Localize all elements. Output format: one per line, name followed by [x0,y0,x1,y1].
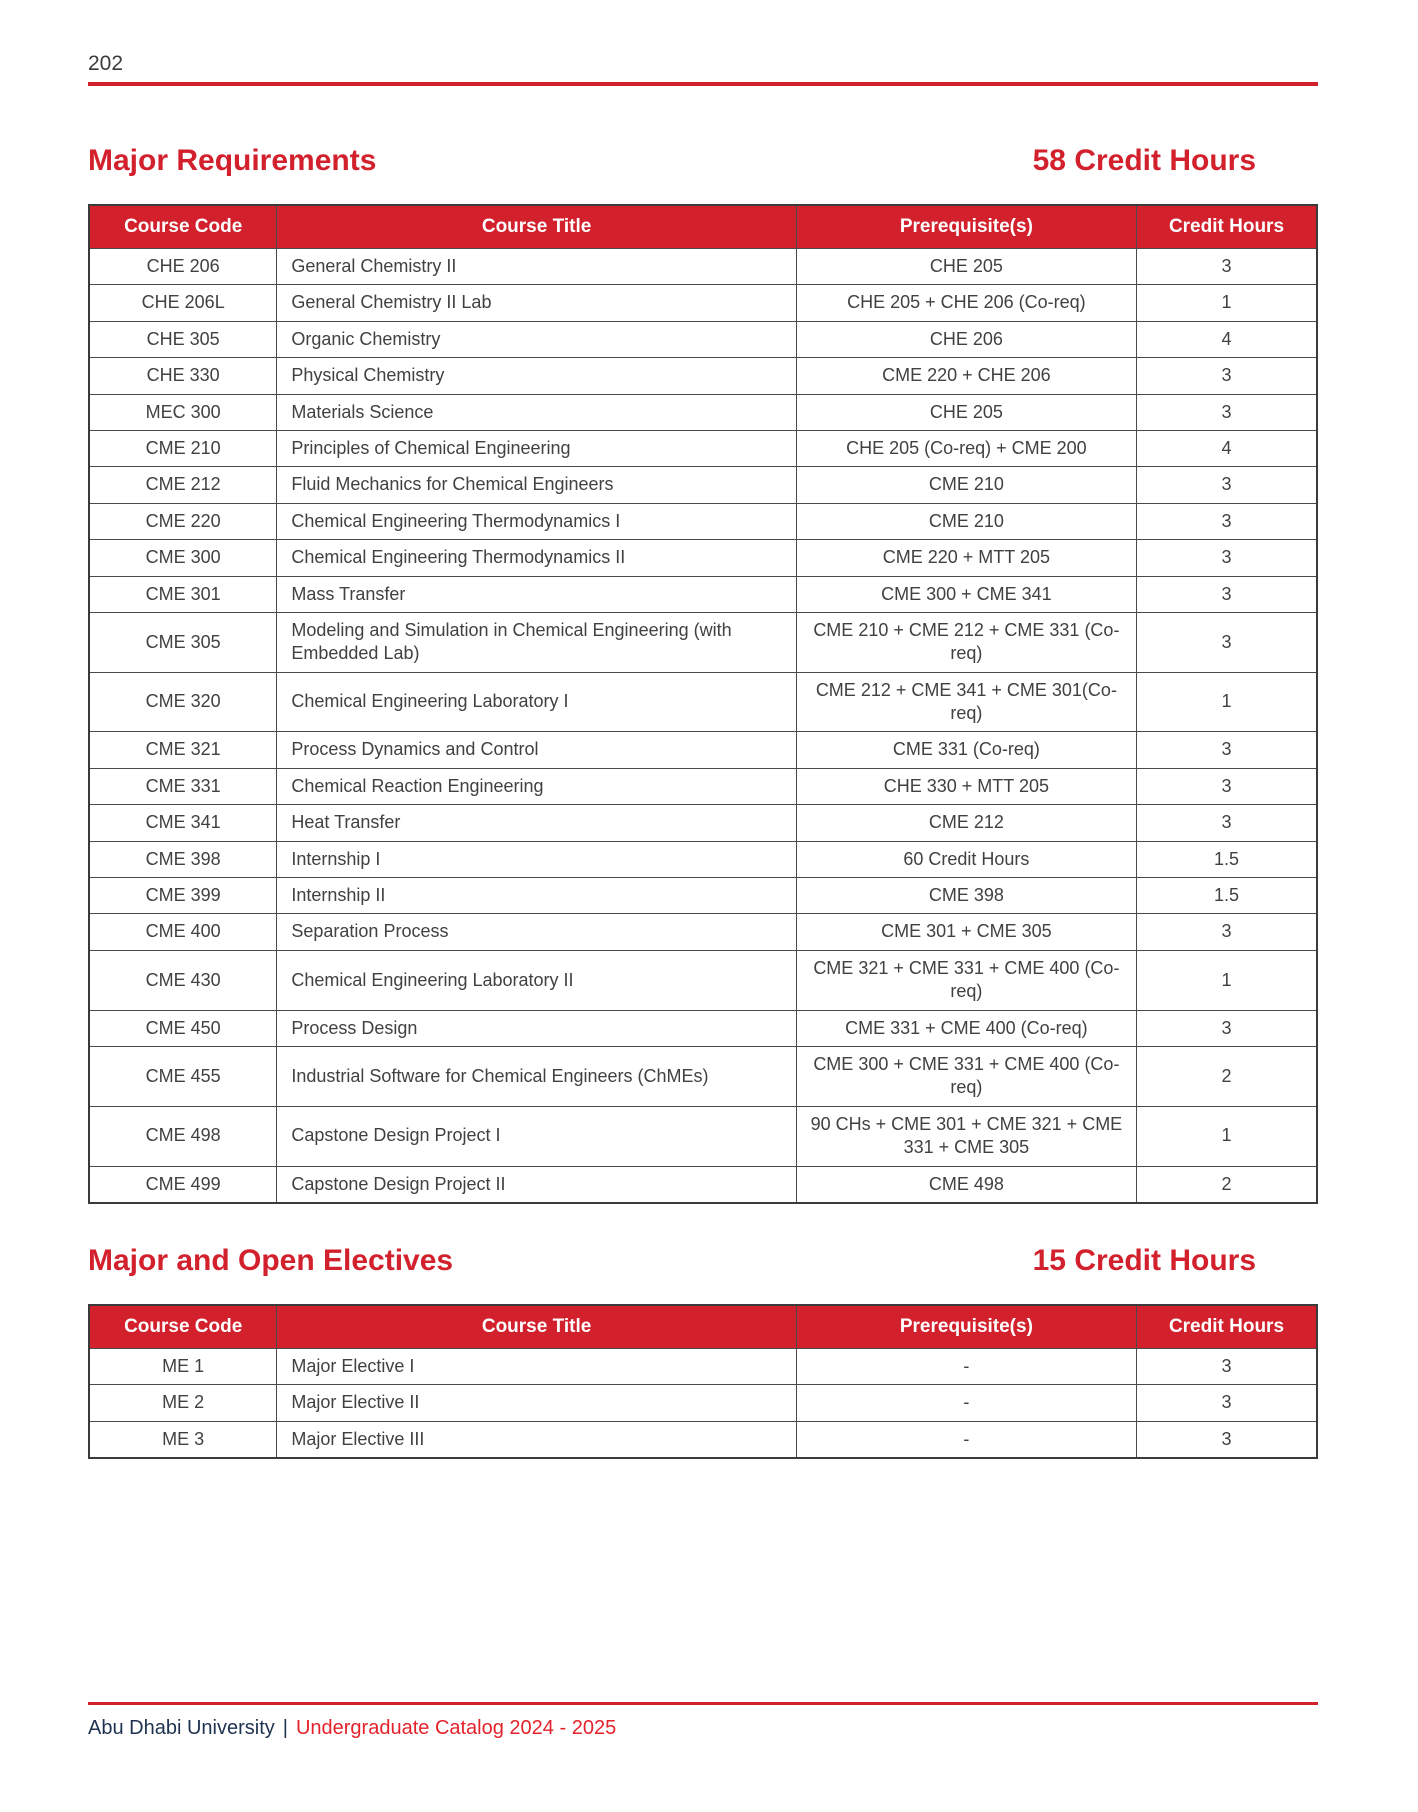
footer-text [88,1717,1318,1740]
credit-hours-cell: 4 [1136,430,1317,466]
prerequisites-cell: 60 Credit Hours [796,841,1136,877]
course-title-cell: Chemical Engineering Laboratory I [277,672,796,732]
credit-hours-cell: 3 [1136,394,1317,430]
credit-hours-cell: 4 [1136,321,1317,357]
column-header-course-title: Course Title [277,205,796,249]
table-header-row [89,205,1317,249]
table-row [89,914,1317,950]
course-code-cell: CME 301 [89,576,277,612]
course-title-cell: Modeling and Simulation in Chemical Engineering (with Embedded Lab) [277,612,796,672]
credit-hours-cell: 3 [1136,358,1317,394]
course-code-cell: CME 300 [89,540,277,576]
course-code-cell: MEC 300 [89,394,277,430]
prerequisites-cell: CME 210 + CME 212 + CME 331 (Co-req) [796,612,1136,672]
table-row [89,540,1317,576]
column-header-course-code: Course Code [89,1305,277,1349]
course-title-cell: Major Elective I [277,1348,796,1384]
course-title-cell: Capstone Design Project II [277,1166,796,1203]
table-row [89,841,1317,877]
table-row [89,1385,1317,1421]
prerequisites-cell: - [796,1348,1136,1384]
prerequisites-cell: 90 CHs + CME 301 + CME 321 + CME 331 + CME 305 [796,1106,1136,1166]
table-header-row [89,1305,1317,1349]
prerequisites-cell: CHE 205 [796,249,1136,285]
credit-hours-cell: 2 [1136,1046,1317,1106]
course-title-cell: Fluid Mechanics for Chemical Engineers [277,467,796,503]
major-open-electives-table [88,1304,1318,1459]
table-row [89,576,1317,612]
page-footer [88,1702,1318,1740]
top-rule [88,82,1318,86]
credit-hours-cell: 3 [1136,540,1317,576]
course-title-cell: Materials Science [277,394,796,430]
course-code-cell: CHE 206 [89,249,277,285]
column-header-prerequisites: Prerequisite(s) [796,1305,1136,1349]
credit-hours-cell: 3 [1136,1421,1317,1458]
course-code-cell: ME 1 [89,1348,277,1384]
course-title-cell: General Chemistry II Lab [277,285,796,321]
footer-separator: | [282,1717,288,1739]
course-code-cell: CME 499 [89,1166,277,1203]
table-row [89,394,1317,430]
course-code-cell: CME 305 [89,612,277,672]
credit-hours-cell: 3 [1136,576,1317,612]
course-title-cell: Principles of Chemical Engineering [277,430,796,466]
table-row [89,950,1317,1010]
prerequisites-cell: CME 300 + CME 341 [796,576,1136,612]
column-header-course-code: Course Code [89,205,277,249]
course-title-cell: Process Dynamics and Control [277,732,796,768]
prerequisites-cell: - [796,1421,1136,1458]
prerequisites-cell: CHE 205 (Co-req) + CME 200 [796,430,1136,466]
prerequisites-cell: CME 498 [796,1166,1136,1203]
table-row [89,805,1317,841]
course-code-cell: CME 212 [89,467,277,503]
course-code-cell: CME 455 [89,1046,277,1106]
course-title-cell: Chemical Engineering Laboratory II [277,950,796,1010]
prerequisites-cell: CHE 206 [796,321,1136,357]
page-content [88,0,1318,1459]
table-row [89,285,1317,321]
section-header-major-requirements [88,144,1318,178]
footer-catalog-title: Undergraduate Catalog 2024 - 2025 [295,1717,617,1739]
course-code-cell: ME 2 [89,1385,277,1421]
table-row [89,1421,1317,1458]
course-code-cell: CME 430 [89,950,277,1010]
prerequisites-cell: CME 398 [796,878,1136,914]
course-code-cell: CHE 206L [89,285,277,321]
credit-hours-cell: 3 [1136,805,1317,841]
course-code-cell: CME 210 [89,430,277,466]
credit-hours-heading: 15 Credit Hours [1032,1243,1256,1277]
prerequisites-cell: CME 212 [796,805,1136,841]
course-code-cell: CME 398 [89,841,277,877]
course-code-cell: CME 341 [89,805,277,841]
column-header-credit-hours: Credit Hours [1136,1305,1317,1349]
course-code-cell: CME 320 [89,672,277,732]
table-row [89,672,1317,732]
course-title-cell: Organic Chemistry [277,321,796,357]
course-title-cell: Chemical Reaction Engineering [277,768,796,804]
course-code-cell: CME 399 [89,878,277,914]
credit-hours-cell: 3 [1136,732,1317,768]
credit-hours-cell: 1.5 [1136,841,1317,877]
footer-rule [88,1702,1318,1705]
prerequisites-cell: CME 220 + CHE 206 [796,358,1136,394]
credit-hours-cell: 1 [1136,285,1317,321]
section-header-major-open-electives [88,1244,1318,1278]
credit-hours-cell: 3 [1136,1010,1317,1046]
credit-hours-cell: 3 [1136,768,1317,804]
table-row [89,430,1317,466]
credit-hours-cell: 1 [1136,672,1317,732]
credit-hours-cell: 1.5 [1136,878,1317,914]
course-code-cell: CME 331 [89,768,277,804]
prerequisites-cell: CME 321 + CME 331 + CME 400 (Co-req) [796,950,1136,1010]
section-title: Major and Open Electives [88,1243,454,1277]
table-row [89,358,1317,394]
course-title-cell: Capstone Design Project I [277,1106,796,1166]
credit-hours-cell: 3 [1136,249,1317,285]
prerequisites-cell: CME 300 + CME 331 + CME 400 (Co-req) [796,1046,1136,1106]
table-row [89,1166,1317,1203]
course-title-cell: Internship II [277,878,796,914]
course-code-cell: CME 321 [89,732,277,768]
course-title-cell: Separation Process [277,914,796,950]
prerequisites-cell: CME 331 + CME 400 (Co-req) [796,1010,1136,1046]
course-code-cell: CME 450 [89,1010,277,1046]
course-code-cell: CME 220 [89,503,277,539]
table-row [89,1010,1317,1046]
table-row [89,1348,1317,1384]
credit-hours-cell: 3 [1136,1385,1317,1421]
table-row [89,1106,1317,1166]
table-row [89,1046,1317,1106]
prerequisites-cell: CHE 330 + MTT 205 [796,768,1136,804]
credit-hours-cell: 1 [1136,950,1317,1010]
footer-university-name: Abu Dhabi University [88,1717,275,1739]
table-row [89,503,1317,539]
course-title-cell: General Chemistry II [277,249,796,285]
major-requirements-table [88,204,1318,1204]
prerequisites-cell: CHE 205 + CHE 206 (Co-req) [796,285,1136,321]
credit-hours-cell: 2 [1136,1166,1317,1203]
course-title-cell: Mass Transfer [277,576,796,612]
credit-hours-cell: 1 [1136,1106,1317,1166]
credit-hours-cell: 3 [1136,467,1317,503]
table-row [89,732,1317,768]
column-header-course-title: Course Title [277,1305,796,1349]
table-row [89,249,1317,285]
course-code-cell: CHE 330 [89,358,277,394]
credit-hours-cell: 3 [1136,503,1317,539]
course-title-cell: Physical Chemistry [277,358,796,394]
table-row [89,878,1317,914]
page-number: 202 [88,52,124,75]
table-row [89,768,1317,804]
credit-hours-cell: 3 [1136,1348,1317,1384]
column-header-prerequisites: Prerequisite(s) [796,205,1136,249]
prerequisites-cell: CME 212 + CME 341 + CME 301(Co-req) [796,672,1136,732]
credit-hours-cell: 3 [1136,612,1317,672]
section-title: Major Requirements [88,144,377,177]
course-title-cell: Heat Transfer [277,805,796,841]
course-code-cell: CME 498 [89,1106,277,1166]
course-code-cell: CME 400 [89,914,277,950]
prerequisites-cell: CME 301 + CME 305 [796,914,1136,950]
course-title-cell: Industrial Software for Chemical Engineers (ChMEs) [277,1046,796,1106]
course-title-cell: Chemical Engineering Thermodynamics II [277,540,796,576]
prerequisites-cell: CME 331 (Co-req) [796,732,1136,768]
course-title-cell: Major Elective II [277,1385,796,1421]
prerequisites-cell: CME 220 + MTT 205 [796,540,1136,576]
course-title-cell: Chemical Engineering Thermodynamics I [277,503,796,539]
credit-hours-cell: 3 [1136,914,1317,950]
course-title-cell: Process Design [277,1010,796,1046]
credit-hours-heading: 58 Credit Hours [1032,144,1256,177]
column-header-credit-hours: Credit Hours [1136,205,1317,249]
table-row [89,321,1317,357]
prerequisites-cell: CHE 205 [796,394,1136,430]
course-title-cell: Internship I [277,841,796,877]
course-code-cell: ME 3 [89,1421,277,1458]
prerequisites-cell: - [796,1385,1136,1421]
course-title-cell: Major Elective III [277,1421,796,1458]
course-code-cell: CHE 305 [89,321,277,357]
prerequisites-cell: CME 210 [796,467,1136,503]
table-row [89,467,1317,503]
table-row [89,612,1317,672]
prerequisites-cell: CME 210 [796,503,1136,539]
